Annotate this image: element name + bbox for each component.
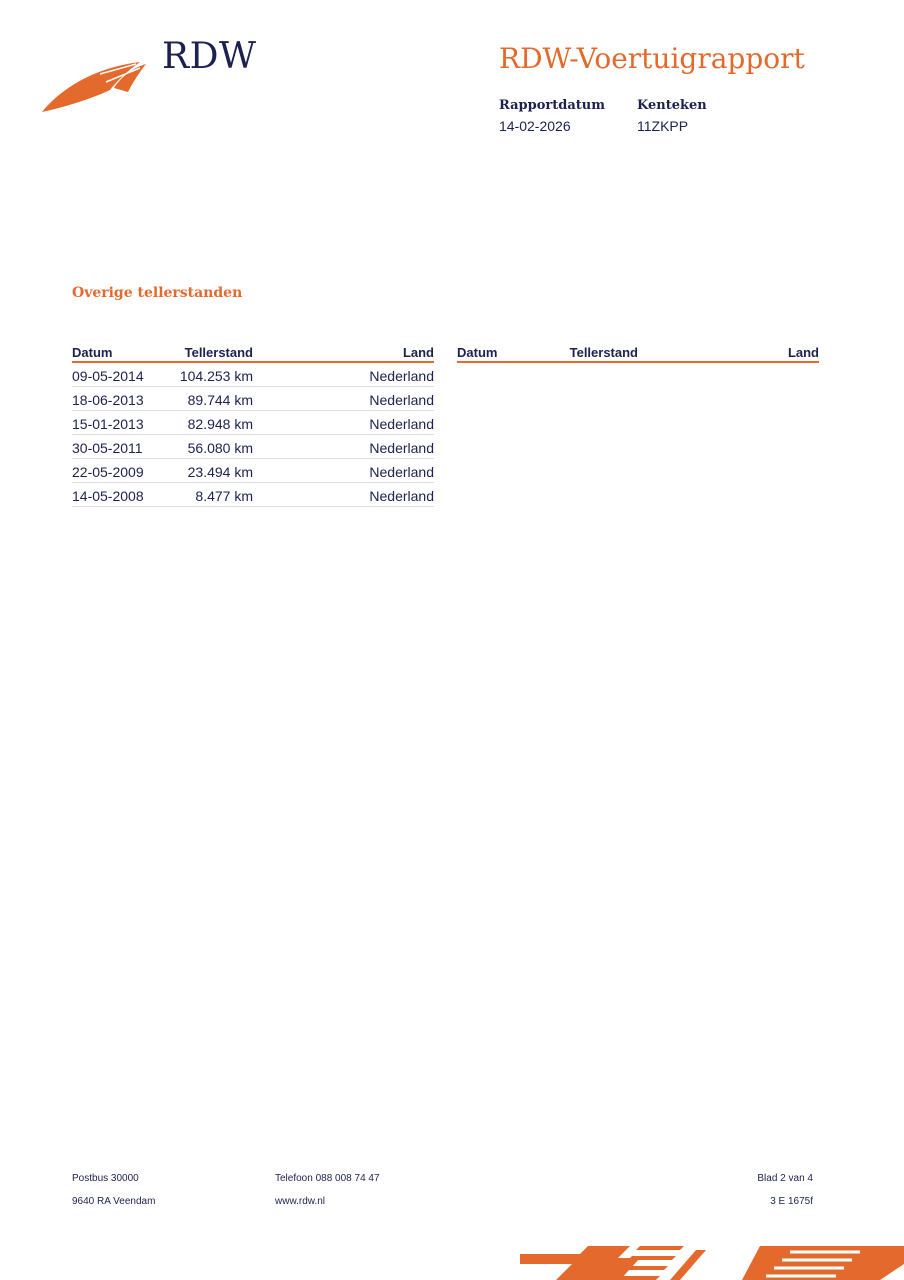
footer-address-line2: 9640 RA Veendam: [72, 1196, 156, 1207]
table-row: [72, 363, 434, 387]
cell-datum: 14-05-2008: [72, 488, 144, 504]
cell-land: Nederland: [369, 440, 434, 456]
cell-land: Nederland: [369, 464, 434, 480]
rapportdatum-value: 14-02-2026: [499, 118, 571, 134]
cell-land: Nederland: [369, 416, 434, 432]
table-row: [72, 411, 434, 435]
column-header-datum: Datum: [72, 345, 113, 360]
footer-stripes-graphic: [520, 1240, 904, 1280]
cell-land: Nederland: [369, 392, 434, 408]
cell-datum: 09-05-2014: [72, 368, 144, 384]
cell-tellerstand: 8.477 km: [195, 488, 253, 504]
footer-phone: Telefoon 088 008 74 47: [275, 1173, 380, 1184]
cell-datum: 30-05-2011: [72, 440, 143, 456]
cell-tellerstand: 56.080 km: [187, 440, 253, 456]
cell-datum: 22-05-2009: [72, 464, 144, 480]
report-title: RDW-Voertuigrapport: [499, 42, 805, 75]
cell-tellerstand: 104.253 km: [179, 368, 253, 384]
table-row: [72, 483, 434, 507]
rapportdatum-label: Rapportdatum: [499, 98, 605, 113]
column-header-datum: Datum: [457, 345, 498, 360]
column-header-land: Land: [402, 345, 434, 360]
cell-tellerstand: 82.948 km: [187, 416, 253, 432]
footer-page-number: Blad 2 van 4: [757, 1173, 813, 1184]
odometer-table-left: [72, 345, 434, 507]
footer-document-code: 3 E 1675f: [770, 1196, 813, 1207]
cell-land: Nederland: [369, 488, 434, 504]
rdw-logo-icon: [40, 52, 150, 116]
column-header-tellerstand: Tellerstand: [184, 345, 253, 360]
cell-tellerstand: 23.494 km: [187, 464, 253, 480]
table-header: [457, 345, 819, 363]
cell-datum: 15-01-2013: [72, 416, 144, 432]
footer-address-line1: Postbus 30000: [72, 1173, 139, 1184]
cell-tellerstand: 89.744 km: [187, 392, 253, 408]
kenteken-value: 11ZKPP: [637, 118, 689, 134]
table-header: [72, 345, 434, 363]
cell-datum: 18-06-2013: [72, 392, 144, 408]
table-row: [72, 387, 434, 411]
column-header-land: Land: [787, 345, 819, 360]
column-header-tellerstand: Tellerstand: [569, 345, 638, 360]
section-title: Overige tellerstanden: [72, 285, 243, 301]
table-row: [72, 435, 434, 459]
odometer-table-right: [457, 345, 819, 363]
kenteken-label: Kenteken: [637, 98, 707, 113]
logo-text: RDW: [162, 36, 257, 77]
footer-website: www.rdw.nl: [275, 1196, 326, 1207]
cell-land: Nederland: [369, 368, 434, 384]
table-row: [72, 459, 434, 483]
